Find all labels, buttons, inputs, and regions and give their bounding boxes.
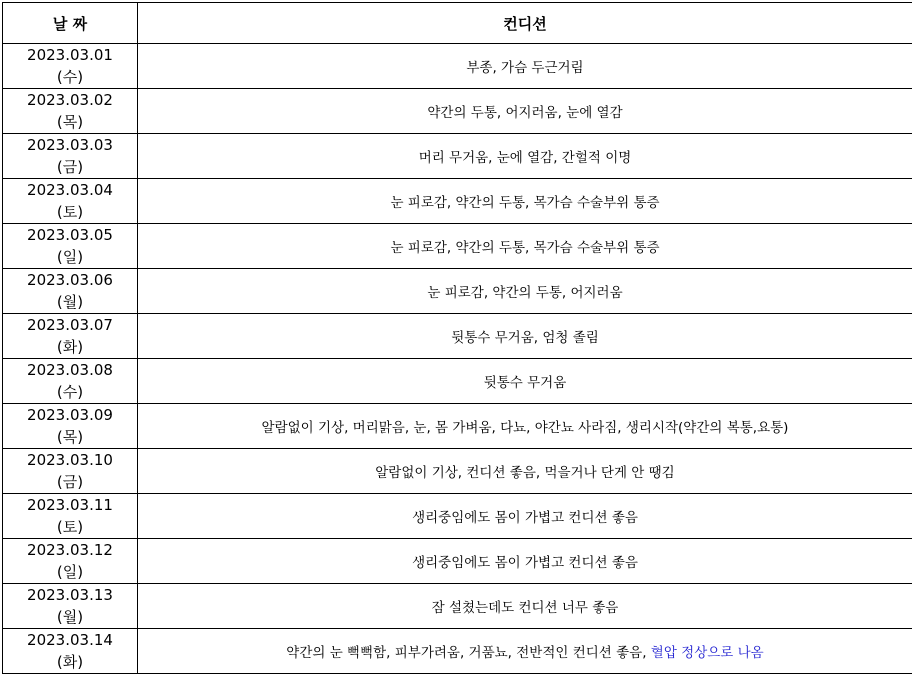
condition-cell: 생리중임에도 몸이 가볍고 컨디션 좋음 — [138, 539, 912, 584]
condition-cell: 눈 피로감, 약간의 두통, 목가슴 수술부위 통증 — [138, 224, 912, 269]
date-column-header: 날 짜 — [3, 3, 138, 44]
condition-cell: 눈 피로감, 약간의 두통, 목가슴 수술부위 통증 — [138, 179, 912, 224]
condition-cell: 알람없이 기상, 머리맑음, 눈, 몸 가벼움, 다뇨, 야간뇨 사라짐, 생리시작(약간의 복통,요통) — [138, 404, 912, 449]
weekday-value: (토) — [3, 201, 137, 223]
date-cell — [3, 44, 138, 89]
date-cell — [3, 134, 138, 179]
date-cell — [3, 314, 138, 359]
table-row — [3, 449, 912, 494]
condition-cell: 잠 설쳤는데도 컨디션 너무 좋음 — [138, 584, 912, 629]
condition-highlight-text: 혈압 정상으로 나옴 — [651, 645, 764, 661]
date-value: 2023.03.06 — [3, 269, 137, 291]
date-value: 2023.03.09 — [3, 404, 137, 426]
condition-cell: 뒷통수 무거움 — [138, 359, 912, 404]
date-cell — [3, 359, 138, 404]
table-row — [3, 404, 912, 449]
date-value: 2023.03.03 — [3, 134, 137, 156]
condition-cell: 알람없이 기상, 컨디션 좋음, 먹을거나 단게 안 땡김 — [138, 449, 912, 494]
table-row — [3, 224, 912, 269]
condition-cell: 뒷통수 무거움, 엄청 졸림 — [138, 314, 912, 359]
date-value: 2023.03.11 — [3, 494, 137, 516]
weekday-value: (월) — [3, 291, 137, 313]
table-row — [3, 89, 912, 134]
weekday-value: (월) — [3, 606, 137, 628]
weekday-value: (수) — [3, 66, 137, 88]
date-cell — [3, 224, 138, 269]
condition-cell: 눈 피로감, 약간의 두통, 어지러움 — [138, 269, 912, 314]
date-value: 2023.03.02 — [3, 89, 137, 111]
date-cell — [3, 404, 138, 449]
table-row — [3, 584, 912, 629]
weekday-value: (수) — [3, 381, 137, 403]
condition-cell — [138, 629, 912, 674]
date-cell — [3, 539, 138, 584]
table-row — [3, 359, 912, 404]
condition-column-header: 컨디션 — [138, 3, 912, 44]
date-cell — [3, 629, 138, 674]
date-cell — [3, 179, 138, 224]
date-value: 2023.03.07 — [3, 314, 137, 336]
weekday-value: (일) — [3, 246, 137, 268]
date-value: 2023.03.10 — [3, 449, 137, 471]
table-row — [3, 494, 912, 539]
weekday-value: (화) — [3, 336, 137, 358]
condition-cell: 약간의 두통, 어지러움, 눈에 열감 — [138, 89, 912, 134]
condition-log-table — [2, 2, 912, 674]
table-body — [3, 44, 912, 674]
condition-cell: 생리중임에도 몸이 가볍고 컨디션 좋음 — [138, 494, 912, 539]
table-row — [3, 44, 912, 89]
weekday-value: (목) — [3, 111, 137, 133]
table-row — [3, 134, 912, 179]
date-cell — [3, 584, 138, 629]
table-row — [3, 314, 912, 359]
date-value: 2023.03.05 — [3, 224, 137, 246]
condition-cell: 부종, 가슴 두근거림 — [138, 44, 912, 89]
condition-text: 약간의 눈 뻑뻑함, 피부가려움, 거품뇨, 전반적인 컨디션 좋음, — [286, 645, 650, 661]
weekday-value: (금) — [3, 471, 137, 493]
table-row — [3, 539, 912, 584]
date-cell — [3, 89, 138, 134]
weekday-value: (금) — [3, 156, 137, 178]
date-value: 2023.03.12 — [3, 539, 137, 561]
weekday-value: (화) — [3, 651, 137, 673]
date-value: 2023.03.14 — [3, 629, 137, 651]
weekday-value: (일) — [3, 561, 137, 583]
weekday-value: (목) — [3, 426, 137, 448]
table-header-row — [3, 3, 912, 44]
table-row — [3, 179, 912, 224]
table-row — [3, 269, 912, 314]
date-value: 2023.03.08 — [3, 359, 137, 381]
date-cell — [3, 269, 138, 314]
table-row — [3, 629, 912, 674]
condition-cell: 머리 무거움, 눈에 열감, 간헐적 이명 — [138, 134, 912, 179]
date-value: 2023.03.01 — [3, 44, 137, 66]
date-cell — [3, 494, 138, 539]
date-value: 2023.03.13 — [3, 584, 137, 606]
weekday-value: (토) — [3, 516, 137, 538]
date-cell — [3, 449, 138, 494]
date-value: 2023.03.04 — [3, 179, 137, 201]
